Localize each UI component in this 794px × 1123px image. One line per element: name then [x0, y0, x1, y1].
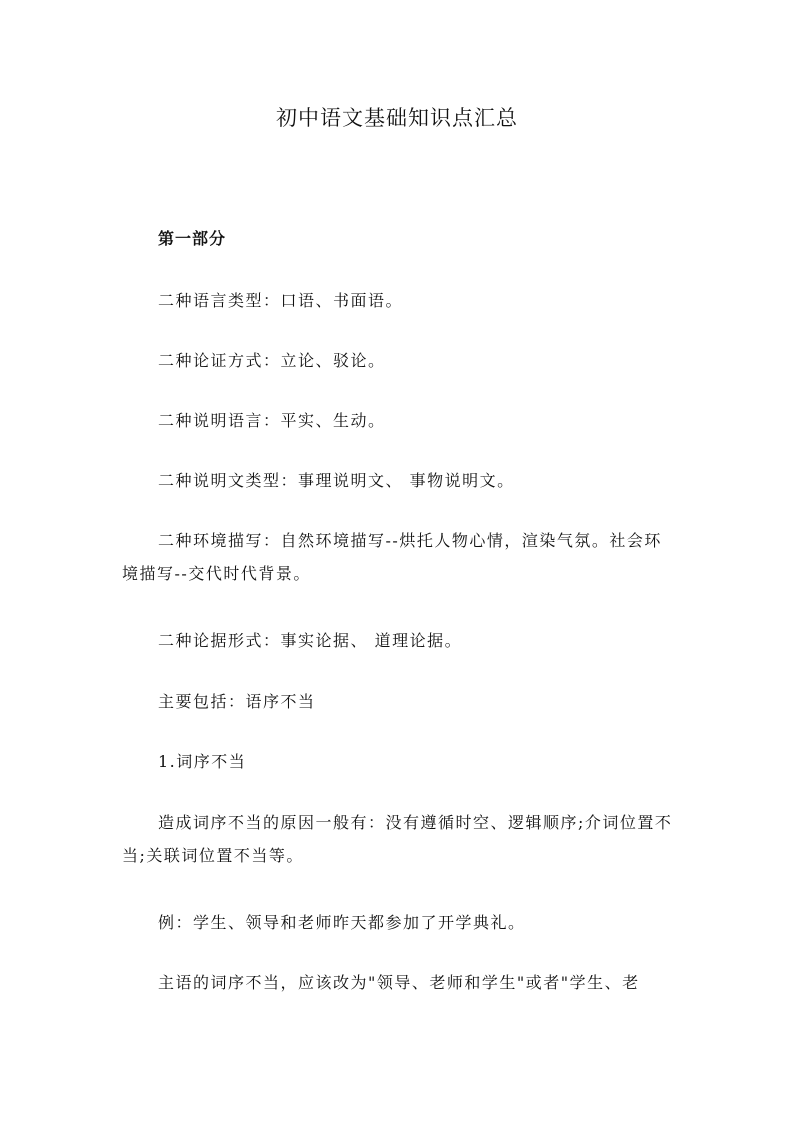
document-title: 初中语文基础知识点汇总: [276, 106, 518, 130]
paragraph-word-order-causes: 造成词序不当的原因一般有：没有遵循时空、逻辑顺序;介词位置不当;关联词位置不当等。: [122, 813, 673, 865]
section-heading: 第一部分: [158, 229, 227, 248]
paragraph-word-order-heading: 1.词序不当: [158, 752, 247, 771]
paragraph-expository-types: 二种说明文类型：事理说明文、 事物说明文。: [158, 471, 515, 490]
paragraph-correction: 主语的词序不当，应该改为"领导、老师和学生"或者"学生、老: [158, 973, 640, 992]
paragraph-evidence-forms: 二种论据形式：事实论据、 道理论据。: [158, 631, 463, 650]
paragraph-language-types: 二种语言类型：口语、书面语。: [158, 291, 404, 310]
paragraph-expository-language: 二种说明语言：平实、生动。: [158, 411, 386, 430]
paragraph-example: 例：学生、领导和老师昨天都参加了开学典礼。: [158, 913, 526, 932]
paragraph-main-content: 主要包括：语序不当: [158, 692, 316, 711]
paragraph-argument-methods: 二种论证方式：立论、驳论。: [158, 351, 386, 370]
paragraph-environment-description: 二种环境描写：自然环境描写--烘托人物心情，渲染气氛。社会环境描写--交代时代背景。: [122, 531, 662, 583]
